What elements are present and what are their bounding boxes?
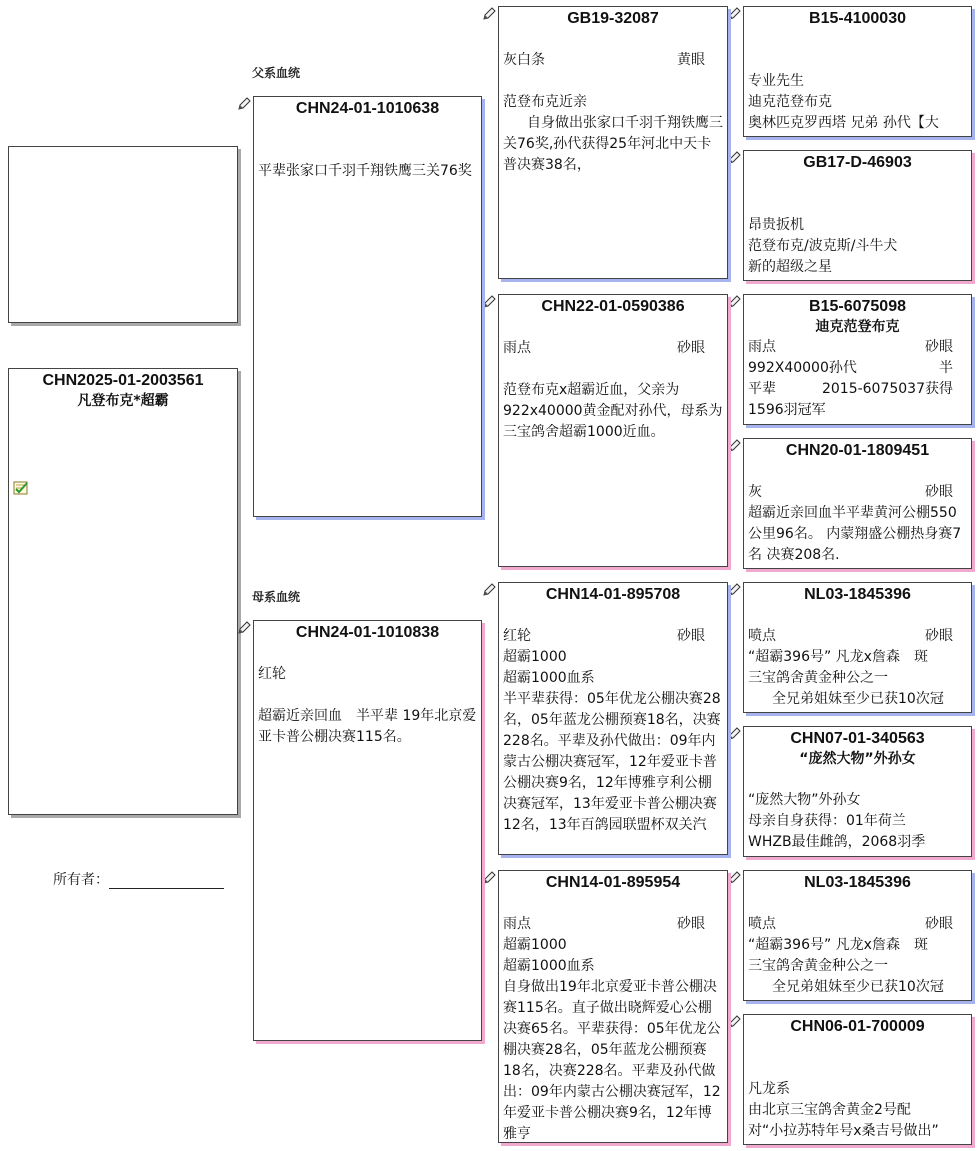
dds-ring: NL03-1845396 xyxy=(804,874,911,891)
dss-line3: 全兄弟姐妹至少已获10次冠 xyxy=(772,691,944,707)
dd-line3: 自身做出19年北京爱亚卡普公棚决赛115名。直子做出晓辉爱心公棚决赛65名。平辈获得：05年优龙公棚决赛28名，05年蓝龙公棚预赛18名，决赛228名。平辈及孙代做出：09年内蒙古公棚决赛冠军，12年爱亚卡普公棚决赛9名，12年博雅亨 xyxy=(503,979,721,1142)
dss-line2: 三宝鸽舍黄金种公之一 xyxy=(748,670,888,686)
dds-line2: 三宝鸽舍黄金种公之一 xyxy=(748,958,888,974)
pencil-icon[interactable] xyxy=(727,7,741,21)
dds-line3: 全兄弟姐妹至少已获10次冠 xyxy=(772,979,944,995)
dss-eye: 砂眼 xyxy=(925,628,953,644)
subject-name: 凡登布克*超霸 xyxy=(77,393,169,409)
sd-notes: 范登布克x超霸近血，父亲为922x40000黄金配对孙代，母系为三宝鸽舍超霸1000近血。 xyxy=(503,382,723,440)
dsd-line2: 母亲自身获得：01年荷兰 xyxy=(748,813,906,829)
pencil-icon[interactable] xyxy=(727,151,741,165)
sd-eye: 砂眼 xyxy=(677,340,705,356)
ss-line1: 范登布克近亲 xyxy=(503,94,587,110)
ssd-line1: 昂贵扳机 xyxy=(748,217,804,233)
dss-color: 喷点 xyxy=(748,628,776,644)
owner-label: 所有者： xyxy=(53,872,109,888)
sds-eye: 砂眼 xyxy=(925,339,953,355)
dam-card[interactable] xyxy=(253,620,482,1041)
ss-eye: 黄眼 xyxy=(677,52,705,68)
dss-ring: NL03-1845396 xyxy=(804,586,911,603)
sdd-ring: CHN20-01-1809451 xyxy=(785,442,930,459)
owner-field[interactable] xyxy=(109,872,224,889)
subject-card[interactable] xyxy=(8,368,238,815)
sds-color: 雨点 xyxy=(748,339,776,355)
sds-name: 迪克范登布克 xyxy=(815,319,900,335)
ddd-line1: 凡龙系 xyxy=(748,1081,790,1097)
dsd-line3: WHZB最佳雌鸽，2068羽季 xyxy=(748,834,926,850)
pencil-icon[interactable] xyxy=(482,295,496,309)
ddd-line2: 由北京三宝鸽舍黄金2号配 xyxy=(748,1102,911,1118)
ds-eye: 砂眼 xyxy=(677,628,705,644)
ss-card[interactable] xyxy=(498,6,728,279)
dds-color: 喷点 xyxy=(748,916,776,932)
pencil-icon[interactable] xyxy=(482,583,496,597)
sdd-color: 灰 xyxy=(748,484,762,500)
ss-ring: GB19-32087 xyxy=(567,10,659,27)
pencil-icon[interactable] xyxy=(482,871,496,885)
dss-line1: “超霸396号” 凡龙x詹森 斑 xyxy=(748,649,928,665)
sds-line2b: 2015-6075037获得 xyxy=(821,381,953,397)
ss-color: 灰白条 xyxy=(503,52,545,68)
ddd-line3: 对“小拉苏特年号x桑吉号做出” xyxy=(748,1123,939,1139)
sds-card[interactable] xyxy=(743,294,972,425)
pencil-icon[interactable] xyxy=(482,7,496,21)
dam-color: 红轮 xyxy=(258,666,286,682)
dds-eye: 砂眼 xyxy=(925,916,953,932)
pencil-icon[interactable] xyxy=(727,727,741,741)
sss-line2: 迪克范登布克 xyxy=(748,94,832,110)
pencil-icon[interactable] xyxy=(727,871,741,885)
sdd-eye: 砂眼 xyxy=(925,484,953,500)
pencil-icon[interactable] xyxy=(727,439,741,453)
dd-color: 雨点 xyxy=(503,916,531,932)
dsd-line1: “庞然大物”外孙女 xyxy=(748,792,861,808)
ss-line2: 自身做出张家口千羽千翔铁鹰三关76奖,孙代获得25年河北中天卡普决赛38名， xyxy=(503,115,723,173)
pencil-icon[interactable] xyxy=(237,621,251,635)
ssd-line3: 新的超级之星 xyxy=(748,259,832,275)
pencil-icon[interactable] xyxy=(727,1015,741,1029)
sire-section-label: 父系血统 xyxy=(252,66,301,80)
dam-ring: CHN24-01-1010838 xyxy=(295,624,440,641)
dds-line1: “超霸396号” 凡龙x詹森 斑 xyxy=(748,937,928,953)
sd-ring: CHN22-01-0590386 xyxy=(541,298,685,315)
sds-line3: 1596羽冠军 xyxy=(748,402,826,418)
dd-eye: 砂眼 xyxy=(677,916,705,932)
ds-card[interactable] xyxy=(498,582,728,855)
dsd-ring: CHN07-01-340563 xyxy=(790,730,925,747)
ssd-card[interactable] xyxy=(743,150,972,281)
owner-line xyxy=(53,869,224,889)
sds-ring: B15-6075098 xyxy=(809,298,906,315)
dd-ring: CHN14-01-895954 xyxy=(545,874,681,891)
sss-line1: 专业先生 xyxy=(748,73,804,89)
ddd-card[interactable] xyxy=(743,1014,972,1145)
sd-card[interactable] xyxy=(498,294,728,567)
sds-line1b: 半 xyxy=(939,360,953,376)
ddd-ring: CHN06-01-700009 xyxy=(790,1018,925,1035)
ds-line1: 超霸1000 xyxy=(503,649,567,665)
pencil-icon[interactable] xyxy=(727,295,741,309)
sire-card[interactable] xyxy=(253,96,482,517)
ds-line3: 半平辈获得：05年优龙公棚决赛28名，05年蓝龙公棚预赛18名，决赛228名。平辈及孙代做出：09年内蒙古公棚决赛冠军，12年爱亚卡普公棚决赛9名，12年博雅亨利公棚决赛冠军，13年爱亚卡普公棚决赛12名，13年百鸽园联盟杯双关汽 xyxy=(503,691,721,833)
sss-card[interactable] xyxy=(743,6,972,137)
dss-card[interactable] xyxy=(743,582,972,713)
ds-ring: CHN14-01-895708 xyxy=(545,586,681,603)
ds-line2: 超霸1000血系 xyxy=(503,670,595,686)
dd-line2: 超霸1000血系 xyxy=(503,958,595,974)
ds-color: 红轮 xyxy=(503,628,531,644)
ssd-line2: 范登布克/波克斯/斗牛犬 xyxy=(748,238,898,254)
dsd-name: “庞然大物”外孙女 xyxy=(799,751,916,767)
sds-line1a: 992X40000孙代 xyxy=(748,360,857,376)
sd-color: 雨点 xyxy=(503,340,531,356)
dds-card[interactable] xyxy=(743,870,972,1001)
sds-line2a: 平辈 xyxy=(748,381,776,397)
sdd-notes: 超霸近亲回血半平辈黄河公棚550公里96名。 内蒙翔盛公棚热身赛7名 决赛208名. xyxy=(748,505,962,563)
sss-ring: B15-4100030 xyxy=(809,10,906,27)
photo-box xyxy=(8,146,238,323)
dd-card[interactable] xyxy=(498,870,728,1143)
pencil-icon[interactable] xyxy=(727,583,741,597)
dsd-card[interactable] xyxy=(743,726,972,857)
subject-ring: CHN2025-01-2003561 xyxy=(42,372,204,389)
dd-line1: 超霸1000 xyxy=(503,937,567,953)
sire-notes: 平辈张家口千羽千翔铁鹰三关76奖 xyxy=(258,163,472,179)
dam-section-label: 母系血统 xyxy=(252,590,301,604)
sire-ring: CHN24-01-1010638 xyxy=(295,100,440,117)
dam-notes: 超霸近亲回血 半平辈 19年北京爱亚卡普公棚决赛115名。 xyxy=(258,708,477,745)
sss-line3: 奥林匹克罗西塔 兄弟 孙代【大 xyxy=(748,115,939,131)
ssd-ring: GB17-D-46903 xyxy=(803,154,912,171)
sdd-card[interactable] xyxy=(743,438,972,569)
pencil-icon[interactable] xyxy=(237,97,251,111)
note-check-icon[interactable] xyxy=(13,480,29,496)
